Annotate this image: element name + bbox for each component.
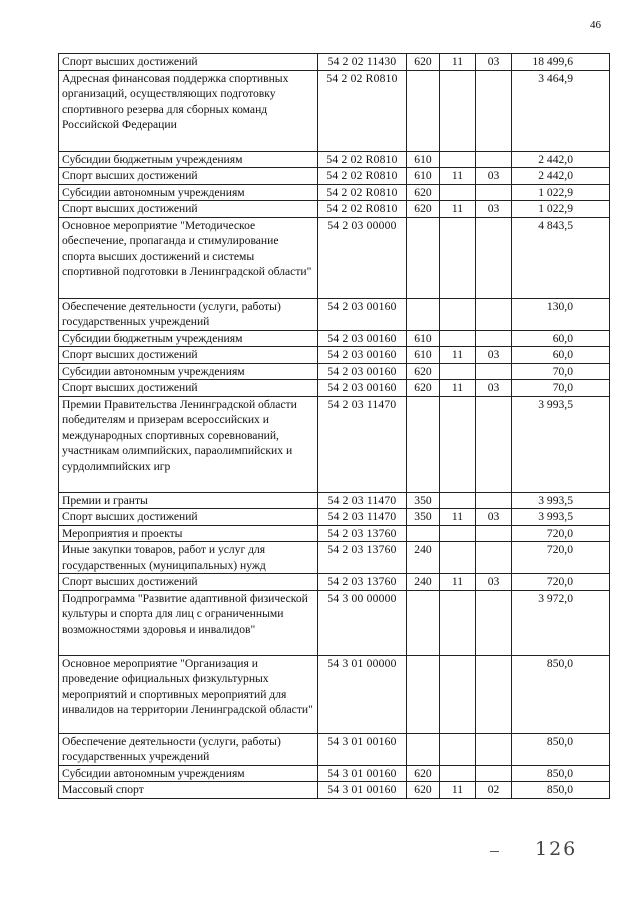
table-row — [59, 184, 610, 201]
row-amount: 60,0 — [512, 347, 610, 364]
row-amount: 720,0 — [512, 542, 610, 574]
row-expense-type: 240 — [407, 542, 440, 574]
row-name: Основное мероприятие "Методическое обеспечение, пропаганда и стимулирование спорта высших достижений и системы спортивной подготовки в Ленинградской области" — [59, 217, 318, 298]
row-code: 54 3 00 00000 — [318, 590, 407, 655]
table-row — [59, 298, 610, 330]
row-amount: 3 993,5 — [512, 509, 610, 526]
row-section — [440, 590, 476, 655]
row-expense-type: 620 — [407, 765, 440, 782]
row-section: 11 — [440, 574, 476, 591]
row-expense-type — [407, 217, 440, 298]
row-name: Субсидии бюджетным учреждениям — [59, 330, 318, 347]
row-amount: 720,0 — [512, 574, 610, 591]
row-subsection: 03 — [476, 380, 512, 397]
budget-table — [58, 53, 610, 799]
row-name: Спорт высших достижений — [59, 574, 318, 591]
row-expense-type: 610 — [407, 330, 440, 347]
row-amount: 60,0 — [512, 330, 610, 347]
row-subsection — [476, 396, 512, 492]
row-section — [440, 765, 476, 782]
row-code: 54 2 02 R0810 — [318, 70, 407, 151]
table-row — [59, 782, 610, 799]
table-row — [59, 525, 610, 542]
row-section: 11 — [440, 782, 476, 799]
row-code: 54 2 03 13760 — [318, 525, 407, 542]
row-code: 54 2 03 11470 — [318, 492, 407, 509]
row-code: 54 2 03 13760 — [318, 574, 407, 591]
row-code: 54 2 03 11470 — [318, 509, 407, 526]
row-subsection — [476, 70, 512, 151]
row-amount: 1 022,9 — [512, 201, 610, 218]
row-name: Спорт высших достижений — [59, 347, 318, 364]
row-section — [440, 733, 476, 765]
table-row — [59, 590, 610, 655]
row-section: 11 — [440, 168, 476, 185]
row-subsection — [476, 298, 512, 330]
row-code: 54 3 01 00160 — [318, 782, 407, 799]
row-amount: 2 442,0 — [512, 168, 610, 185]
row-subsection: 03 — [476, 168, 512, 185]
table-row — [59, 380, 610, 397]
budget-table-container — [58, 53, 609, 799]
budget-table-body — [59, 54, 610, 799]
row-name: Обеспечение деятельности (услуги, работы) государственных учреждений — [59, 733, 318, 765]
row-subsection — [476, 217, 512, 298]
row-amount: 3 993,5 — [512, 396, 610, 492]
table-row — [59, 574, 610, 591]
table-row — [59, 54, 610, 71]
row-section: 11 — [440, 54, 476, 71]
row-amount: 2 442,0 — [512, 151, 610, 168]
row-subsection — [476, 765, 512, 782]
row-amount: 70,0 — [512, 380, 610, 397]
row-amount: 3 993,5 — [512, 492, 610, 509]
row-section — [440, 655, 476, 733]
row-name: Иные закупки товаров, работ и услуг для государственных (муниципальных) нужд — [59, 542, 318, 574]
row-code: 54 3 01 00160 — [318, 765, 407, 782]
row-code: 54 2 03 00000 — [318, 217, 407, 298]
row-expense-type: 610 — [407, 347, 440, 364]
row-code: 54 3 01 00000 — [318, 655, 407, 733]
row-subsection — [476, 151, 512, 168]
row-expense-type — [407, 733, 440, 765]
row-subsection — [476, 492, 512, 509]
row-code: 54 2 03 00160 — [318, 330, 407, 347]
table-row — [59, 168, 610, 185]
row-code: 54 2 03 00160 — [318, 363, 407, 380]
row-expense-type: 620 — [407, 782, 440, 799]
row-section — [440, 330, 476, 347]
row-subsection: 02 — [476, 782, 512, 799]
row-code: 54 2 03 00160 — [318, 347, 407, 364]
row-name: Спорт высших достижений — [59, 380, 318, 397]
row-amount: 850,0 — [512, 782, 610, 799]
row-expense-type: 620 — [407, 201, 440, 218]
row-name: Субсидии автономным учреждениям — [59, 765, 318, 782]
row-section: 11 — [440, 509, 476, 526]
table-row — [59, 492, 610, 509]
row-section — [440, 298, 476, 330]
row-name: Субсидии автономным учреждениям — [59, 363, 318, 380]
row-name: Премии Правительства Ленинградской области победителям и призерам всероссийских и международных спортивных соревнований, участникам олимпийских, параолимпийских и сурдолимпийских игр — [59, 396, 318, 492]
row-section — [440, 363, 476, 380]
table-row — [59, 655, 610, 733]
table-row — [59, 217, 610, 298]
row-name: Спорт высших достижений — [59, 509, 318, 526]
row-expense-type: 620 — [407, 54, 440, 71]
row-subsection — [476, 655, 512, 733]
row-name: Спорт высших достижений — [59, 168, 318, 185]
table-row — [59, 396, 610, 492]
row-subsection: 03 — [476, 54, 512, 71]
row-amount: 70,0 — [512, 363, 610, 380]
row-name: Подпрограмма "Развитие адаптивной физической культуры и спорта для лиц с ограниченными возможностями здоровья и инвалидов" — [59, 590, 318, 655]
row-expense-type: 620 — [407, 363, 440, 380]
row-amount: 3 972,0 — [512, 590, 610, 655]
row-name: Основное мероприятие "Организация и проведение официальных физкультурных мероприятий и спортивных мероприятий для инвалидов на территории Ленинградской области" — [59, 655, 318, 733]
row-section: 11 — [440, 201, 476, 218]
row-section — [440, 396, 476, 492]
row-name: Мероприятия и проекты — [59, 525, 318, 542]
row-section — [440, 525, 476, 542]
row-code: 54 2 02 R0810 — [318, 184, 407, 201]
row-code: 54 2 03 11470 — [318, 396, 407, 492]
row-amount: 4 843,5 — [512, 217, 610, 298]
row-amount: 3 464,9 — [512, 70, 610, 151]
table-row — [59, 330, 610, 347]
row-subsection: 03 — [476, 347, 512, 364]
row-expense-type: 350 — [407, 509, 440, 526]
row-section — [440, 492, 476, 509]
row-section: 11 — [440, 347, 476, 364]
table-row — [59, 70, 610, 151]
row-expense-type: 610 — [407, 168, 440, 185]
row-subsection: 03 — [476, 509, 512, 526]
row-expense-type — [407, 525, 440, 542]
row-subsection — [476, 542, 512, 574]
row-code: 54 2 03 13760 — [318, 542, 407, 574]
row-expense-type — [407, 655, 440, 733]
row-expense-type: 610 — [407, 151, 440, 168]
row-amount: 850,0 — [512, 765, 610, 782]
row-name: Обеспечение деятельности (услуги, работы) государственных учреждений — [59, 298, 318, 330]
row-section — [440, 151, 476, 168]
row-subsection — [476, 184, 512, 201]
row-name: Премии и гранты — [59, 492, 318, 509]
row-amount: 720,0 — [512, 525, 610, 542]
row-code: 54 2 02 11430 — [318, 54, 407, 71]
row-section — [440, 542, 476, 574]
row-expense-type — [407, 590, 440, 655]
row-code: 54 2 03 00160 — [318, 298, 407, 330]
row-subsection — [476, 525, 512, 542]
sheet-number-stamp: 126 — [535, 838, 578, 860]
row-subsection — [476, 330, 512, 347]
row-code: 54 2 02 R0810 — [318, 201, 407, 218]
row-section — [440, 217, 476, 298]
row-section: 11 — [440, 380, 476, 397]
row-expense-type: 240 — [407, 574, 440, 591]
handwritten-dash — [490, 851, 499, 852]
row-code: 54 2 02 R0810 — [318, 168, 407, 185]
row-amount: 1 022,9 — [512, 184, 610, 201]
row-section — [440, 184, 476, 201]
row-section — [440, 70, 476, 151]
row-subsection — [476, 733, 512, 765]
table-row — [59, 151, 610, 168]
row-name: Массовый спорт — [59, 782, 318, 799]
table-row — [59, 347, 610, 364]
table-row — [59, 201, 610, 218]
row-subsection — [476, 363, 512, 380]
row-code: 54 3 01 00160 — [318, 733, 407, 765]
row-name: Спорт высших достижений — [59, 201, 318, 218]
row-code: 54 2 02 R0810 — [318, 151, 407, 168]
table-row — [59, 542, 610, 574]
row-name: Адресная финансовая поддержка спортивных организаций, осуществляющих подготовку спортивного резерва для сборных команд Российской Федерации — [59, 70, 318, 151]
row-expense-type — [407, 298, 440, 330]
row-name: Спорт высших достижений — [59, 54, 318, 71]
table-row — [59, 509, 610, 526]
row-amount: 850,0 — [512, 733, 610, 765]
row-expense-type — [407, 70, 440, 151]
row-amount: 850,0 — [512, 655, 610, 733]
row-amount: 18 499,6 — [512, 54, 610, 71]
row-expense-type: 350 — [407, 492, 440, 509]
row-subsection — [476, 590, 512, 655]
page-number: 46 — [590, 19, 601, 31]
row-subsection: 03 — [476, 574, 512, 591]
row-expense-type: 620 — [407, 380, 440, 397]
row-amount: 130,0 — [512, 298, 610, 330]
row-code: 54 2 03 00160 — [318, 380, 407, 397]
row-subsection: 03 — [476, 201, 512, 218]
table-row — [59, 733, 610, 765]
table-row — [59, 363, 610, 380]
row-expense-type — [407, 396, 440, 492]
table-row — [59, 765, 610, 782]
row-name: Субсидии бюджетным учреждениям — [59, 151, 318, 168]
row-name: Субсидии автономным учреждениям — [59, 184, 318, 201]
row-expense-type: 620 — [407, 184, 440, 201]
